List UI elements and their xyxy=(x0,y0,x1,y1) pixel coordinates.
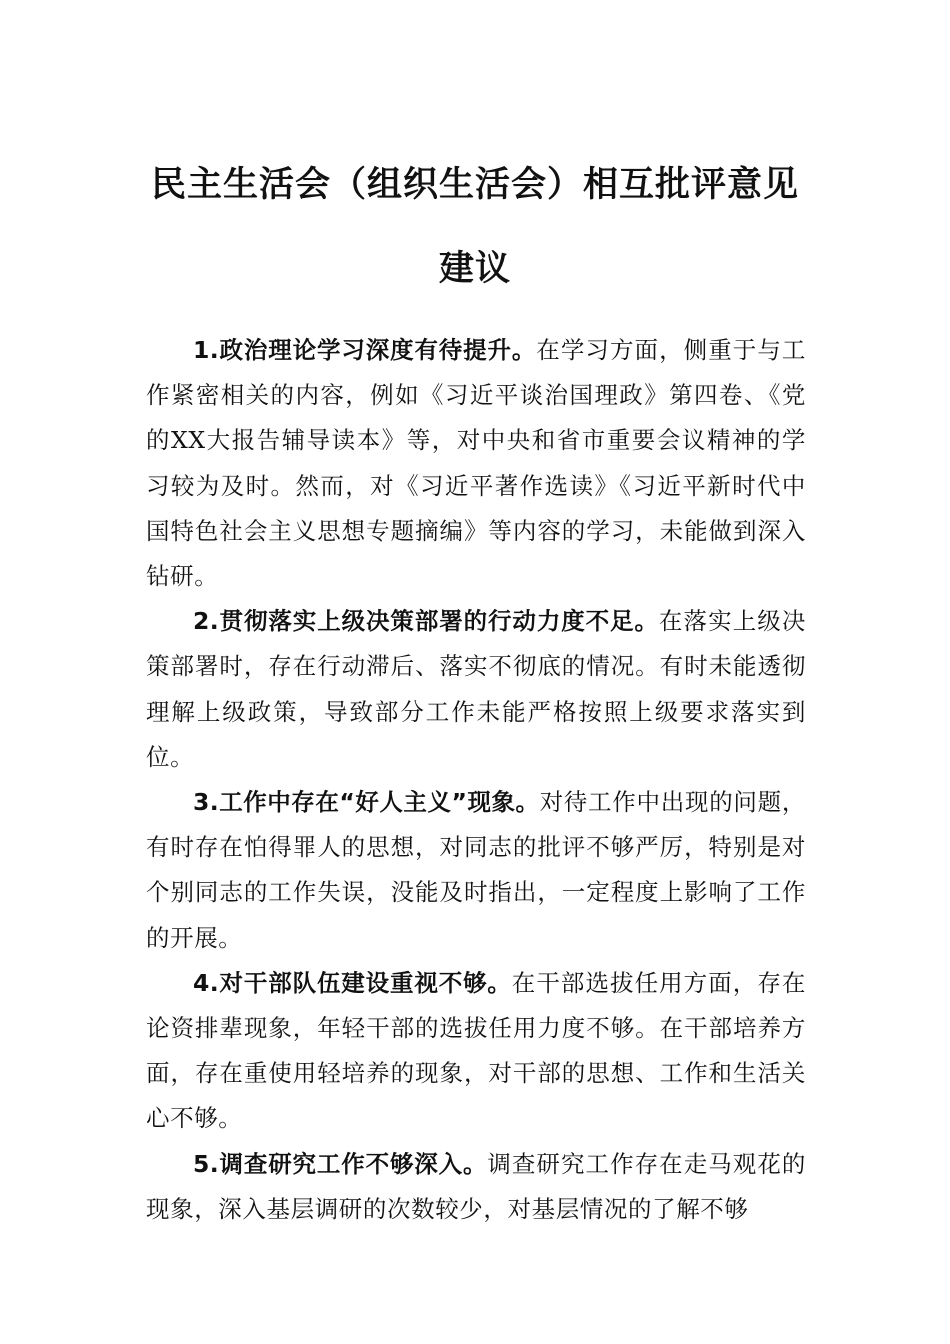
document-body xyxy=(146,328,806,1232)
paragraph-heading: 4.对干部队伍建设重视不够。 xyxy=(193,968,512,997)
paragraph-text: 在学习方面，侧重于与工作紧密相关的内容，例如《习近平谈治国理政》第四卷、《党的XX大报告辅导读本》等，对中央和省市重要会议精神的学习较为及时。然而，对《习近平著作选读》《习近平新时代中国特色社会主义思想专题摘编》等内容的学习，未能做到深入钻研。 xyxy=(146,336,806,591)
paragraph-heading: 5.调查研究工作不够深入。 xyxy=(193,1149,488,1178)
paragraph-2 xyxy=(146,599,806,780)
paragraph-3 xyxy=(146,780,806,961)
paragraph-1 xyxy=(146,328,806,599)
paragraph-text: 调查研究工作存在走马观花的现象，深入基层调研的次数较少，对基层情况的了解不够 xyxy=(146,1149,806,1223)
document-title xyxy=(140,143,810,311)
paragraph-text: 在落实上级决策部署时，存在行动滞后、落实不彻底的情况。有时未能透彻理解上级政策，导致部分工作未能严格按照上级要求落实到位。 xyxy=(146,607,806,771)
title-line-2: 建议 xyxy=(438,249,511,289)
title-line-1: 民主生活会（组织生活会）相互批评意见 xyxy=(150,165,799,205)
paragraph-5 xyxy=(146,1142,806,1232)
paragraph-4 xyxy=(146,961,806,1142)
paragraph-heading: 3.工作中存在“好人主义”现象。 xyxy=(193,788,540,817)
paragraph-text: 对待工作中出现的问题，有时存在怕得罪人的思想，对同志的批评不够严厉，特别是对个别同志的工作失误，没能及时指出，一定程度上影响了工作的开展。 xyxy=(146,788,806,952)
paragraph-text: 在干部选拔任用方面，存在论资排辈现象，年轻干部的选拔任用力度不够。在干部培养方面，存在重使用轻培养的现象，对干部的思想、工作和生活关心不够。 xyxy=(146,968,806,1133)
paragraph-heading: 2.贯彻落实上级决策部署的行动力度不足。 xyxy=(193,607,659,636)
paragraph-heading: 1.政治理论学习深度有待提升。 xyxy=(193,336,537,364)
